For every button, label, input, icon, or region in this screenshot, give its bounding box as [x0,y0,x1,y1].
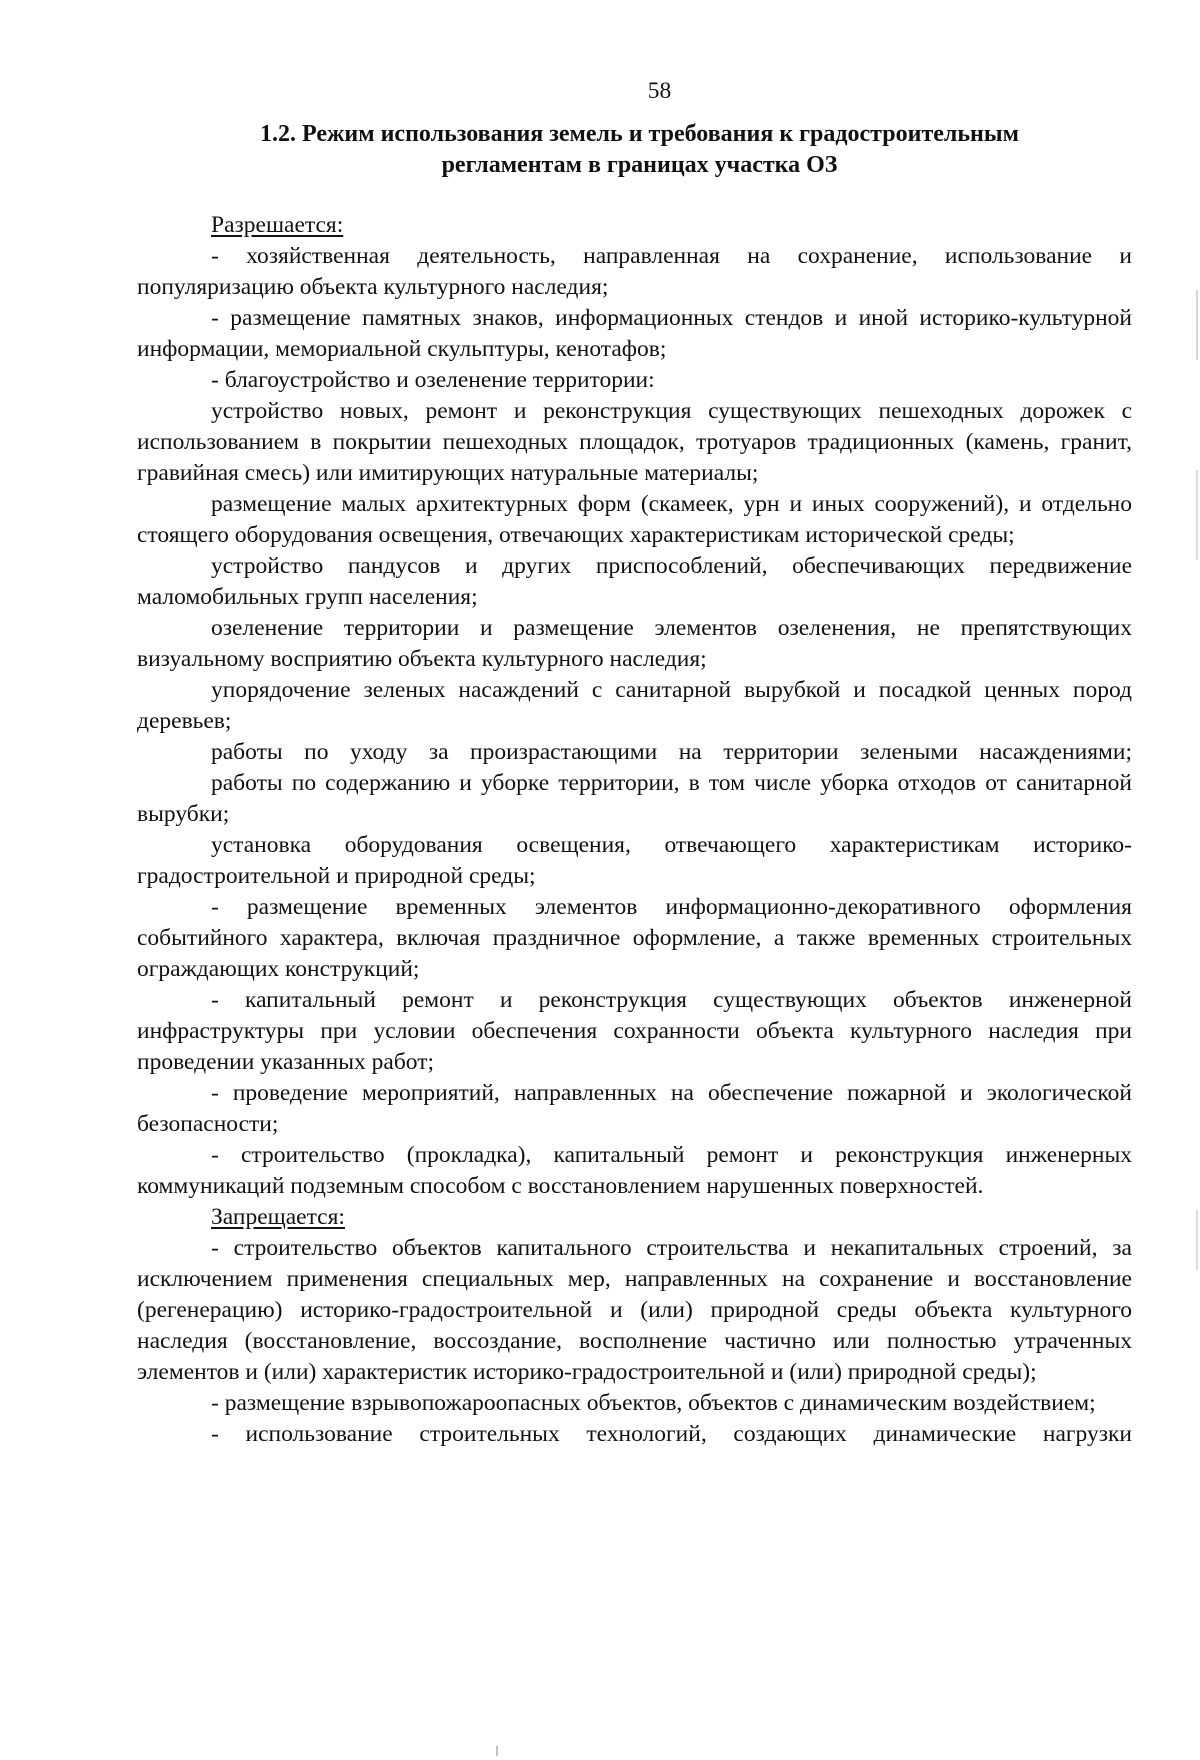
allowed-item: упорядочение зеленых насаждений с санитарной вырубкой и посадкой ценных пород деревьев; [137,677,1132,734]
allowed-item: работы по содержанию и уборке территории, в том числе уборка отходов от санитарной вырубки; [137,770,1132,827]
allowed-item: - проведение мероприятий, направленных на обеспечение пожарной и экологической безопасности; [137,1080,1132,1137]
scan-edge-mark [1196,1210,1198,1270]
allowed-label: Разрешается: [211,212,344,238]
scan-edge-mark [1196,290,1198,360]
prohibited-item: - строительство объектов капитального строительства и некапитальных строений, за исключением применения специальных мер, направленных на сохранение и восстановление (регенерацию) историко-градостроительной и (или) природной среды объекта культурного наследия (восстановление, воссоздание, восполнение частично или полностью утраченных элементов и (или) характеристик историко-градостроительной и (или) природной среды); [137,1235,1132,1385]
prohibited-item: - использование строительных технологий, создающих динамические нагрузки [211,1421,1132,1447]
section-heading-line-1: 1.2. Режим использования земель и требования к градостроительным [260,121,1019,147]
section-heading [147,119,1132,181]
allowed-item: размещение малых архитектурных форм (скамеек, урн и иных сооружений), и отдельно стоящего оборудования освещения, отвечающих характеристикам исторической среды; [137,491,1132,548]
allowed-item: установка оборудования освещения, отвечающего характеристикам историко-градостроительной и природной среды; [137,832,1132,889]
allowed-item: устройство пандусов и других приспособлений, обеспечивающих передвижение маломобильных групп населения; [137,553,1132,610]
section-heading-line-2: регламентам в границах участка ОЗ [441,152,838,178]
allowed-item: - размещение памятных знаков, информационных стендов и иной историко-культурной информации, мемориальной скульптуры, кенотафов; [137,305,1132,362]
allowed-item: - капитальный ремонт и реконструкция существующих объектов инженерной инфраструктуры при условии обеспечения сохранности объекта культурного наследия при проведении указанных работ; [137,987,1132,1075]
allowed-item: - строительство (прокладка), капитальный ремонт и реконструкция инженерных коммуникаций подземным способом с восстановлением нарушенных поверхностей. [137,1142,1132,1199]
prohibited-label: Запрещается: [211,1204,345,1230]
allowed-item: озеленение территории и размещение элементов озеленения, не препятствующих визуальному восприятию объекта культурного наследия; [137,615,1132,672]
allowed-item: работы по уходу за произрастающими на территории зелеными насаждениями; [211,739,1132,765]
scan-dot-mark [496,1746,498,1756]
allowed-item: - размещение временных элементов информационно-декоративного оформления событийного характера, включая праздничное оформление, а также временных строительных ограждающих конструкций; [137,894,1132,982]
prohibited-item: - размещение взрывопожароопасных объектов, объектов с динамическим воздействием; [211,1390,1096,1416]
scan-edge-mark [1196,470,1198,560]
allowed-item: - благоустройство и озеленение территории: [211,367,655,393]
page-number: 58 [647,78,672,104]
allowed-item: - хозяйственная деятельность, направленная на сохранение, использование и популяризацию объекта культурного наследия; [137,243,1132,300]
allowed-item: устройство новых, ремонт и реконструкция существующих пешеходных дорожек с использованием в покрытии пешеходных площадок, тротуаров традиционных (камень, гранит, гравийная смесь) или имитирующих натуральные материалы; [137,398,1132,486]
